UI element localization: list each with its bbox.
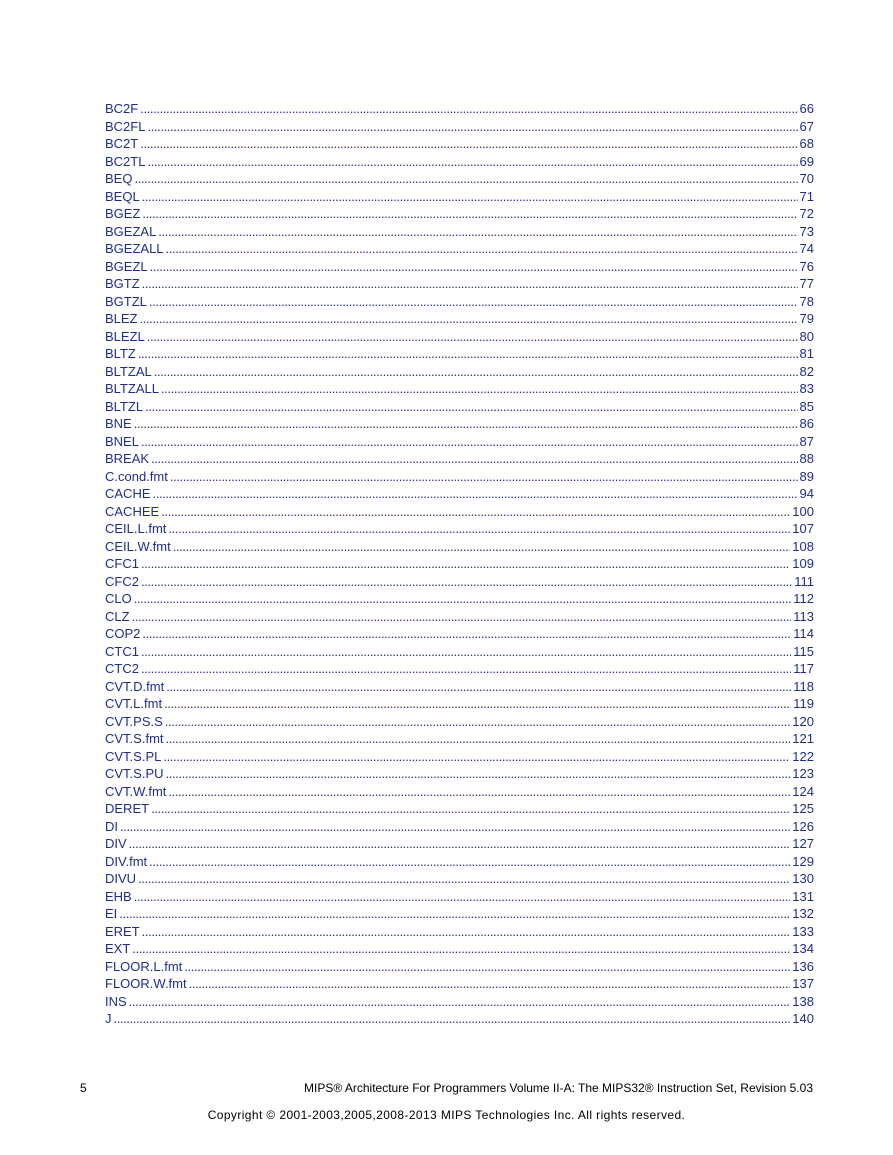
toc-entry-name[interactable]: BGTZL	[105, 293, 147, 309]
toc-entry[interactable]	[105, 223, 814, 241]
toc-entry-name[interactable]: DERET	[105, 801, 150, 816]
toc-entry[interactable]	[105, 188, 814, 206]
toc-dot-leader	[161, 503, 790, 521]
toc-entry-name[interactable]: BLEZ	[105, 311, 138, 326]
toc-entry-page[interactable]: 132	[792, 906, 814, 921]
toc-dot-leader	[134, 590, 792, 608]
toc-entry[interactable]	[105, 748, 814, 766]
toc-entry-page[interactable]: 121	[792, 731, 814, 746]
toc-entry-name[interactable]: COP2	[105, 626, 141, 641]
toc-entry-page[interactable]: 117	[793, 661, 814, 676]
toc-dot-leader	[138, 870, 790, 888]
toc-dot-leader	[142, 275, 798, 293]
toc-entry[interactable]	[105, 905, 814, 923]
toc-dot-leader	[141, 660, 791, 678]
toc-entry-name[interactable]: DIV.fmt	[105, 853, 148, 869]
toc-entry[interactable]	[105, 870, 814, 888]
toc-dot-leader	[134, 170, 797, 188]
toc-entry-name[interactable]: CVT.D.fmt	[105, 678, 165, 694]
toc-entry-page[interactable]: 140	[792, 1011, 814, 1026]
toc-entry-page[interactable]: 130	[792, 871, 814, 886]
toc-dot-leader	[153, 485, 798, 503]
toc-dot-leader	[161, 380, 798, 398]
toc-entry[interactable]	[105, 660, 814, 678]
toc-dot-leader	[168, 783, 790, 801]
toc-entry-page[interactable]: 76	[799, 258, 814, 274]
toc-entry[interactable]	[105, 275, 814, 293]
toc-entry[interactable]	[105, 573, 814, 591]
toc-entry-page[interactable]: 109	[792, 556, 814, 571]
toc-entry[interactable]	[105, 678, 814, 696]
toc-entry-page[interactable]: 134	[792, 941, 814, 956]
toc-dot-leader	[168, 520, 790, 538]
toc-dot-leader	[163, 748, 790, 766]
toc-entry[interactable]	[105, 643, 814, 661]
toc-entry[interactable]	[105, 853, 814, 871]
toc-dot-leader	[129, 835, 791, 853]
table-of-contents	[105, 100, 814, 1028]
toc-entry[interactable]	[105, 100, 814, 118]
toc-entry[interactable]	[105, 958, 814, 976]
toc-dot-leader	[141, 555, 790, 573]
toc-entry[interactable]	[105, 818, 814, 836]
toc-entry[interactable]	[105, 153, 814, 171]
toc-entry-name[interactable]: CVT.L.fmt	[105, 696, 163, 711]
toc-dot-leader	[166, 730, 791, 748]
toc-dot-leader	[140, 135, 797, 153]
toc-entry[interactable]	[105, 555, 814, 573]
toc-dot-leader	[149, 293, 798, 311]
toc-entry[interactable]	[105, 590, 814, 608]
toc-dot-leader	[141, 573, 792, 591]
toc-entry-name[interactable]: EXT	[105, 941, 131, 956]
toc-dot-leader	[164, 695, 791, 713]
toc-dot-leader	[132, 940, 790, 958]
toc-entry-name[interactable]: DIV	[105, 836, 127, 851]
toc-entry-name[interactable]: BEQL	[105, 188, 140, 204]
toc-dot-leader	[149, 853, 790, 871]
toc-entry-page[interactable]: 77	[799, 276, 814, 291]
toc-entry[interactable]	[105, 993, 814, 1011]
toc-entry-page[interactable]: 80	[799, 328, 814, 344]
toc-entry-name[interactable]: BLTZALL	[105, 381, 159, 396]
toc-entry-name[interactable]: CVT.S.PL	[105, 748, 162, 764]
toc-dot-leader	[114, 1010, 791, 1028]
toc-entry-name[interactable]: ERET	[105, 923, 140, 939]
toc-entry-page[interactable]: 94	[799, 486, 814, 501]
footer-page-number: 5	[80, 1081, 87, 1095]
toc-dot-leader	[166, 678, 791, 696]
toc-dot-leader	[166, 765, 791, 783]
toc-dot-leader	[140, 100, 797, 118]
toc-entry[interactable]	[105, 135, 814, 153]
toc-entry[interactable]	[105, 258, 814, 276]
toc-entry-name[interactable]: BNEL	[105, 433, 139, 449]
toc-entry[interactable]	[105, 923, 814, 941]
toc-entry[interactable]	[105, 345, 814, 363]
toc-dot-leader	[138, 345, 798, 363]
toc-dot-leader	[134, 415, 798, 433]
toc-entry[interactable]	[105, 170, 814, 188]
toc-entry[interactable]	[105, 310, 814, 328]
toc-entry-page[interactable]: 79	[799, 311, 814, 326]
toc-entry[interactable]	[105, 328, 814, 346]
toc-entry-name[interactable]: CLO	[105, 591, 132, 606]
toc-entry-name[interactable]: BLTZL	[105, 398, 144, 414]
toc-entry-page[interactable]: 114	[793, 626, 814, 641]
toc-entry-page[interactable]: 83	[799, 381, 814, 396]
toc-entry-name[interactable]: C.cond.fmt	[105, 468, 168, 484]
toc-entry[interactable]	[105, 538, 814, 556]
toc-entry-page[interactable]: 112	[793, 591, 814, 606]
toc-entry[interactable]	[105, 765, 814, 783]
toc-dot-leader	[142, 205, 797, 223]
toc-entry-name[interactable]: FLOOR.L.fmt	[105, 958, 183, 974]
toc-entry[interactable]	[105, 835, 814, 853]
toc-entry-page[interactable]: 124	[792, 783, 814, 799]
toc-dot-leader	[140, 310, 798, 328]
toc-entry-page[interactable]: 71	[799, 188, 814, 204]
toc-entry-page[interactable]: 74	[799, 241, 814, 256]
toc-entry[interactable]	[105, 240, 814, 258]
toc-entry-name[interactable]: BGEZL	[105, 258, 148, 274]
toc-entry-page[interactable]: 81	[799, 346, 814, 361]
toc-entry-name[interactable]: BNE	[105, 416, 132, 431]
toc-entry-page[interactable]: 131	[792, 888, 814, 904]
toc-entry-page[interactable]: 66	[799, 101, 814, 116]
toc-entry-name[interactable]: CVT.PS.S	[105, 713, 163, 729]
copyright-notice: Copyright © 2001-2003,2005,2008-2013 MIPS Technologies Inc. All rights reserved.	[207, 1108, 686, 1122]
toc-entry[interactable]	[105, 730, 814, 748]
toc-entry[interactable]	[105, 380, 814, 398]
toc-entry-page[interactable]: 113	[793, 608, 814, 624]
toc-dot-leader	[166, 240, 798, 258]
toc-entry-page[interactable]: 129	[792, 853, 814, 869]
toc-entry-name[interactable]: BGEZ	[105, 206, 141, 221]
toc-entry-name[interactable]: BC2TL	[105, 153, 146, 169]
toc-entry[interactable]	[105, 118, 814, 136]
toc-dot-leader	[132, 608, 792, 626]
toc-entry-page[interactable]: 108	[792, 538, 814, 554]
toc-entry-name[interactable]: CACHE	[105, 486, 151, 501]
toc-entry-page[interactable]: 138	[792, 993, 814, 1009]
toc-entry-page[interactable]: 127	[792, 836, 814, 851]
toc-entry-page[interactable]: 122	[792, 748, 814, 764]
toc-entry[interactable]	[105, 205, 814, 223]
toc-entry-name[interactable]: FLOOR.W.fmt	[105, 976, 187, 991]
toc-entry-name[interactable]: J	[105, 1011, 112, 1026]
toc-entry-name[interactable]: CTC2	[105, 661, 139, 676]
toc-dot-leader	[151, 450, 797, 468]
toc-entry-page[interactable]: 100	[792, 503, 814, 519]
toc-dot-leader	[141, 433, 798, 451]
toc-dot-leader	[119, 905, 790, 923]
toc-entry-name[interactable]: BC2FL	[105, 118, 146, 134]
toc-dot-leader	[120, 818, 790, 836]
toc-entry-name[interactable]: CVT.S.PU	[105, 766, 164, 781]
toc-dot-leader	[145, 398, 797, 416]
toc-entry-name[interactable]: BC2F	[105, 101, 139, 116]
toc-entry-page[interactable]: 115	[793, 643, 814, 659]
toc-dot-leader	[147, 118, 797, 136]
toc-entry[interactable]	[105, 363, 814, 381]
toc-entry-name[interactable]: BC2T	[105, 136, 139, 151]
toc-entry[interactable]	[105, 1010, 814, 1028]
toc-entry-page[interactable]: 69	[799, 153, 814, 169]
toc-dot-leader	[147, 153, 797, 171]
toc-entry-page[interactable]: 126	[792, 818, 814, 834]
toc-entry-page[interactable]: 136	[792, 958, 814, 974]
toc-entry-page[interactable]: 72	[799, 206, 814, 221]
toc-entry-name[interactable]: DIVU	[105, 871, 137, 886]
toc-entry[interactable]	[105, 625, 814, 643]
toc-entry-name[interactable]: BGTZ	[105, 276, 140, 291]
toc-entry-page[interactable]: 88	[799, 451, 814, 466]
toc-entry[interactable]	[105, 398, 814, 416]
toc-entry-page[interactable]: 85	[799, 398, 814, 414]
toc-dot-leader	[150, 258, 798, 276]
toc-entry-page[interactable]: 111	[794, 573, 814, 589]
toc-entry-page[interactable]: 120	[792, 713, 814, 729]
toc-entry[interactable]	[105, 888, 814, 906]
toc-dot-leader	[141, 643, 791, 661]
toc-dot-leader	[129, 993, 791, 1011]
toc-dot-leader	[134, 888, 791, 906]
toc-entry-name[interactable]: BLEZL	[105, 328, 145, 344]
toc-entry-name[interactable]: BLTZ	[105, 346, 136, 361]
toc-dot-leader	[147, 328, 798, 346]
toc-entry-name[interactable]: CFC2	[105, 573, 139, 589]
toc-entry[interactable]	[105, 975, 814, 993]
toc-entry-page[interactable]: 67	[799, 118, 814, 134]
toc-entry-name[interactable]: CEIL.W.fmt	[105, 538, 171, 554]
toc-entry[interactable]	[105, 695, 814, 713]
toc-entry-page[interactable]: 78	[799, 293, 814, 309]
toc-entry-page[interactable]: 107	[792, 521, 814, 536]
toc-dot-leader	[170, 468, 798, 486]
toc-entry[interactable]	[105, 450, 814, 468]
toc-dot-leader	[142, 188, 798, 206]
toc-entry[interactable]	[105, 293, 814, 311]
toc-entry-name[interactable]: BGEZALL	[105, 241, 164, 256]
toc-entry-page[interactable]: 118	[793, 678, 814, 694]
toc-entry-page[interactable]: 73	[799, 223, 814, 239]
toc-entry[interactable]	[105, 485, 814, 503]
toc-entry-name[interactable]: CEIL.L.fmt	[105, 521, 167, 536]
toc-entry-page[interactable]: 87	[799, 433, 814, 449]
toc-dot-leader	[158, 223, 797, 241]
toc-dot-leader	[142, 625, 791, 643]
toc-entry-name[interactable]: CVT.S.fmt	[105, 731, 164, 746]
toc-entry-page[interactable]: 68	[799, 136, 814, 151]
toc-dot-leader	[151, 800, 790, 818]
toc-entry-name[interactable]: BGEZAL	[105, 223, 157, 239]
toc-entry-name[interactable]: BEQ	[105, 171, 133, 186]
toc-entry-page[interactable]: 82	[799, 363, 814, 379]
toc-entry-name[interactable]: CACHEE	[105, 503, 160, 519]
toc-entry[interactable]	[105, 415, 814, 433]
toc-entry-page[interactable]: 137	[792, 976, 814, 991]
toc-entry-name[interactable]: CVT.W.fmt	[105, 783, 167, 799]
toc-entry[interactable]	[105, 608, 814, 626]
footer-document-title: MIPS® Architecture For Programmers Volume II-A: The MIPS32® Instruction Set, Revision 5.03	[304, 1081, 813, 1095]
toc-dot-leader	[142, 923, 791, 941]
toc-entry-name[interactable]: BREAK	[105, 451, 150, 466]
toc-entry[interactable]	[105, 783, 814, 801]
toc-entry-page[interactable]: 123	[792, 766, 814, 781]
toc-entry-page[interactable]: 119	[793, 696, 814, 711]
toc-entry-page[interactable]: 133	[792, 923, 814, 939]
toc-dot-leader	[154, 363, 798, 381]
toc-dot-leader	[184, 958, 790, 976]
toc-dot-leader	[165, 713, 791, 731]
toc-entry-name[interactable]: EHB	[105, 888, 132, 904]
toc-entry-page[interactable]: 86	[799, 416, 814, 431]
toc-entry[interactable]	[105, 713, 814, 731]
toc-entry-name[interactable]: EI	[105, 906, 118, 921]
toc-entry[interactable]	[105, 433, 814, 451]
toc-entry-page[interactable]: 125	[792, 801, 814, 816]
toc-entry[interactable]	[105, 940, 814, 958]
toc-entry-name[interactable]: CTC1	[105, 643, 139, 659]
toc-entry-name[interactable]: INS	[105, 993, 127, 1009]
toc-entry-name[interactable]: CLZ	[105, 608, 130, 624]
toc-dot-leader	[173, 538, 791, 556]
toc-entry-name[interactable]: BLTZAL	[105, 363, 152, 379]
toc-entry-name[interactable]: DI	[105, 818, 118, 834]
toc-entry-page[interactable]: 89	[799, 468, 814, 484]
toc-entry-page[interactable]: 70	[799, 171, 814, 186]
toc-entry[interactable]	[105, 800, 814, 818]
toc-entry[interactable]	[105, 503, 814, 521]
toc-entry[interactable]	[105, 520, 814, 538]
toc-dot-leader	[189, 975, 791, 993]
toc-entry[interactable]	[105, 468, 814, 486]
toc-entry-name[interactable]: CFC1	[105, 556, 139, 571]
